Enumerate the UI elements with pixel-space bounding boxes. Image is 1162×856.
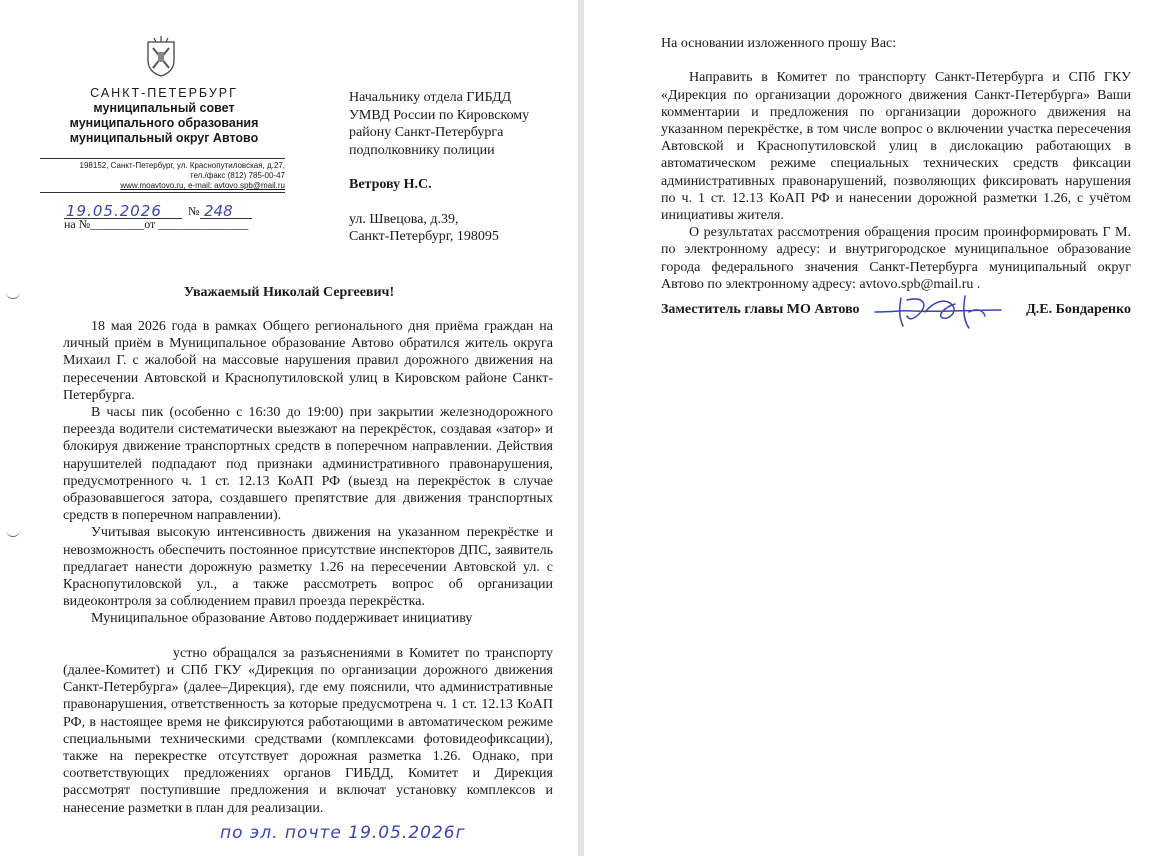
org-contacts <box>40 161 285 191</box>
org-line-2: муниципального образования <box>69 116 259 130</box>
body-continuation: устно обращался за разъяснениями в Комитет по транспорту (далее-Комитет) и СПб ГКУ «Дирекция по организации дорожного движения Санкт-Петербурга» (далее–Дирекция), где ему пояснили, что административные правонарушения, ответственность за которые предусмотрена ч. 1 ст. 12.13 КоАП РФ, в настоящее время не фиксируются работающими в автоматическом режиме специальными техническими средствами (комплексами фотовидеофиксации), также на перекрестке отсутствует дорожная разметка 1.26. Однако, при соответствующих предложениях органов ГИБДД, Комитет и Дирекция рассмотрят поступившие предложения и включат установку комплексов и нанесение разметки в план для реализации. <box>63 645 553 816</box>
signatory-title: Заместитель главы МО Автово <box>661 302 860 317</box>
body-paragraph: 18 мая 2026 года в рамках Общего регионального дня приёма граждан на личный приём в Муниципальное образование Автово обратился житель округа Михаил Г. с жалобой на массовые нарушения правил дорожного движения на пересечении Автовской и Краснопутиловской улиц в Кировском районе Санкт-Петербурга. <box>63 319 553 403</box>
outgoing-number: 248 <box>204 202 233 220</box>
outgoing-date: 19.05.2026 <box>66 202 162 220</box>
recipient-position: Начальнику отдела ГИБДД УМВД России по Кировскому району Санкт-Петербурга подполковнику полиции <box>349 90 530 158</box>
body-paragraph: Направить в Комитет по транспорту Санкт-Петербурга и СПб ГКУ «Дирекция по организации дорожного движения Санкт-Петербурга» Ваши комментарии и предложения по организации дорожного движения на указанном перекрёстке, в том числе вопрос о включении участка пересечения Автовской и Краснопутиловской улиц в дислокацию работающих в автоматическом режиме специальных технических средств фиксации административных правонарушений, позволяющих фиксировать нарушения по ч. 1 ст. 12.13 КоАП РФ и нанесении дорожной разметки 1.26, с учётом инициативы жителя. <box>661 70 1131 224</box>
reference-line: на №_________от _______________ <box>64 217 249 231</box>
greeting: Уважаемый Николай Сергеевич! <box>183 285 395 300</box>
coat-of-arms-icon <box>144 34 178 78</box>
org-header <box>54 86 274 146</box>
body-paragraph: О результатах рассмотрения обращения просим проинформировать Г М. по электронному адресу: и внутригородское муниципальное образование города федерального значения Санкт-Петербурга муниципальный округ Автово по электронному адресу: avtovo.spb@mail.ru . <box>661 225 1131 292</box>
recipient-name: Ветрову Н.С. <box>349 177 432 192</box>
org-line-1: муниципальный совет <box>93 101 235 115</box>
request-intro: На основании изложенного прошу Вас: <box>661 36 897 51</box>
punch-hole-mark <box>6 528 20 537</box>
org-web: www.moavtovo.ru, e-mail: avtovo.spb@mail.ru <box>120 181 285 190</box>
header-divider-top <box>40 158 285 159</box>
org-address: 198152, Санкт-Петербург, ул. Краснопутиловская, д.27, <box>79 161 285 170</box>
handwritten-note: по эл. почте 19.05.2026г <box>220 823 466 843</box>
header-divider-bottom <box>40 192 285 193</box>
body-paragraph: Муниципальное образование Автово поддерживает инициативу <box>91 611 473 627</box>
signature-row <box>661 302 1131 342</box>
handwritten-signature-icon <box>873 290 1003 334</box>
recipient-street: ул. Швецова, д.39, <box>349 211 459 227</box>
org-phone: тел./факс (812) 785-00-47 <box>189 171 285 180</box>
recipient-block <box>349 89 549 246</box>
body-paragraph: Учитывая высокую интенсивность движения на указанном перекрёстке и невозможность обеспечить постоянное присутствие инспекторов ДПС, заявитель предлагает нанести дорожную разметку 1.26 на пересечении Автовской ул. с Краснопутиловской ул., а также рассмотреть вопрос об организации видеоконтроля за соблюдением правил проезда перекрёстка. <box>63 525 553 610</box>
signatory-name: Д.Е. Бондаренко <box>1026 302 1131 317</box>
body-paragraph: В часы пик (особенно с 16:30 до 19:00) при закрытии железнодорожного переезда водители систематически выезжают на перекрёсток, создавая «затор» и блокируя движение транспортных средств в поперечном направлении. Действия нарушителей подпадают под признаки административного правонарушения, предусмотренного ч. 1 ст. 12.13 КоАП РФ (выезд на перекрёсток в случае образовавшегося затора, создавшего препятствие для движения транспортных средств в поперечном направлении). <box>63 405 553 524</box>
org-city: САНКТ-ПЕТЕРБУРГ <box>90 86 238 100</box>
letter-page-1 <box>0 0 578 856</box>
letter-page-2 <box>584 0 1162 856</box>
recipient-city: Санкт-Петербург, 198095 <box>349 229 499 244</box>
number-sign: № <box>188 204 200 218</box>
org-line-3: муниципальный округ Автово <box>69 131 259 145</box>
letter-body <box>63 318 553 817</box>
letter-body-2 <box>661 35 1131 293</box>
